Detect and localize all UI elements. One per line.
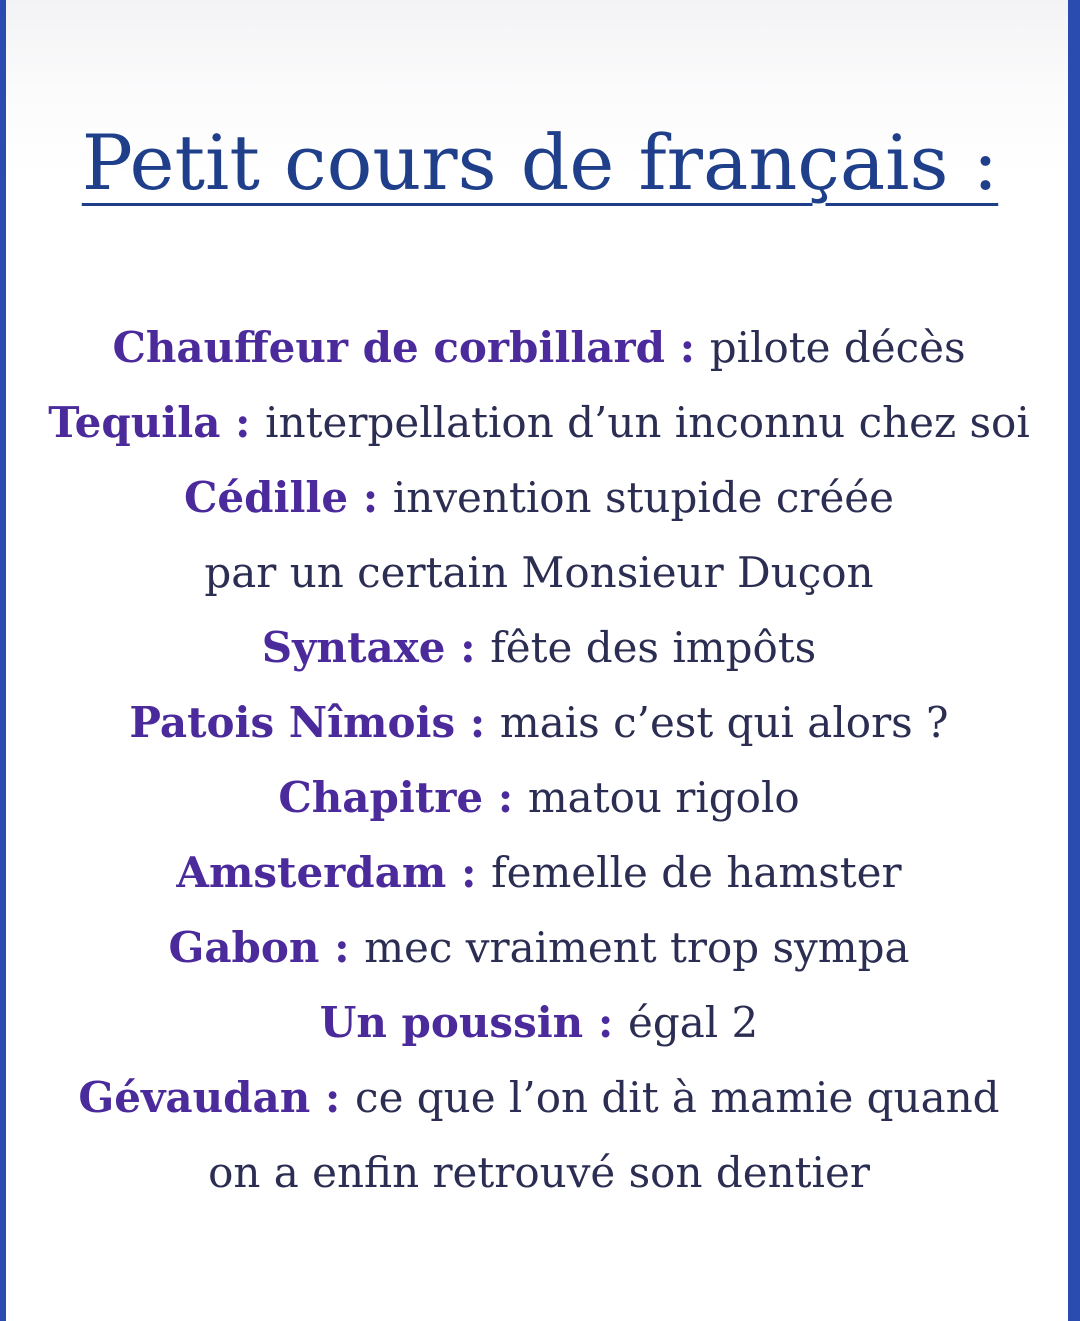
glossary-separator: :	[583, 998, 628, 1047]
glossary-separator: :	[319, 923, 365, 972]
glossary-term: Un poussin	[319, 998, 584, 1047]
glossary-term: Tequila	[48, 398, 221, 447]
glossary-line	[14, 310, 1064, 385]
glossary-line	[14, 610, 1064, 685]
glossary-line	[14, 535, 1064, 610]
glossary-definition: égal 2	[627, 998, 759, 1047]
glossary-definition: interpellation d’un inconnu chez soi	[265, 398, 1030, 447]
glossary-separator: :	[310, 1073, 356, 1122]
glossary-separator: :	[483, 773, 528, 822]
glossary-definition: matou rigolo	[527, 773, 800, 822]
glossary-definition: fête des impôts	[490, 623, 817, 672]
glossary-term: Chapitre	[278, 773, 484, 822]
glossary-definition: mec vraiment trop sympa	[364, 923, 910, 972]
glossary-separator: :	[348, 473, 393, 522]
glossary-term: Patois Nîmois	[129, 698, 456, 747]
glossary-term: Amsterdam	[176, 848, 447, 897]
page-title	[0, 108, 1080, 218]
glossary-line	[14, 1060, 1064, 1135]
glossary-term: Syntaxe	[261, 623, 446, 672]
glossary-definition: pilote décès	[709, 323, 966, 372]
glossary-line	[14, 985, 1064, 1060]
glossary-term: Gabon	[168, 923, 320, 972]
glossary-definition: par un certain Monsieur Duçon	[204, 548, 874, 597]
glossary-line	[14, 460, 1064, 535]
glossary-term: Gévaudan	[78, 1073, 311, 1122]
glossary-line	[14, 1135, 1064, 1210]
glossary-line	[14, 685, 1064, 760]
glossary-definition: mais c’est qui alors ?	[499, 698, 949, 747]
glossary-separator: :	[665, 323, 710, 372]
glossary-term: Chauffeur de corbillard	[112, 323, 665, 372]
glossary-definition: ce que l’on dit à mamie quand	[355, 1073, 1000, 1122]
page-title-text: Petit cours de français :	[81, 118, 999, 207]
glossary-line	[14, 385, 1064, 460]
glossary-line	[14, 835, 1064, 910]
glossary-term: Cédille	[183, 473, 349, 522]
glossary-definition: on a enfin retrouvé son dentier	[208, 1148, 870, 1197]
glossary-separator: :	[446, 848, 492, 897]
glossary-line	[14, 760, 1064, 835]
glossary-separator: :	[455, 698, 500, 747]
glossary-definition: invention stupide créée	[392, 473, 895, 522]
glossary-definition: femelle de hamster	[491, 848, 902, 897]
glossary-separator: :	[445, 623, 491, 672]
glossary-separator: :	[220, 398, 266, 447]
glossary-list	[14, 310, 1064, 1210]
glossary-line	[14, 910, 1064, 985]
